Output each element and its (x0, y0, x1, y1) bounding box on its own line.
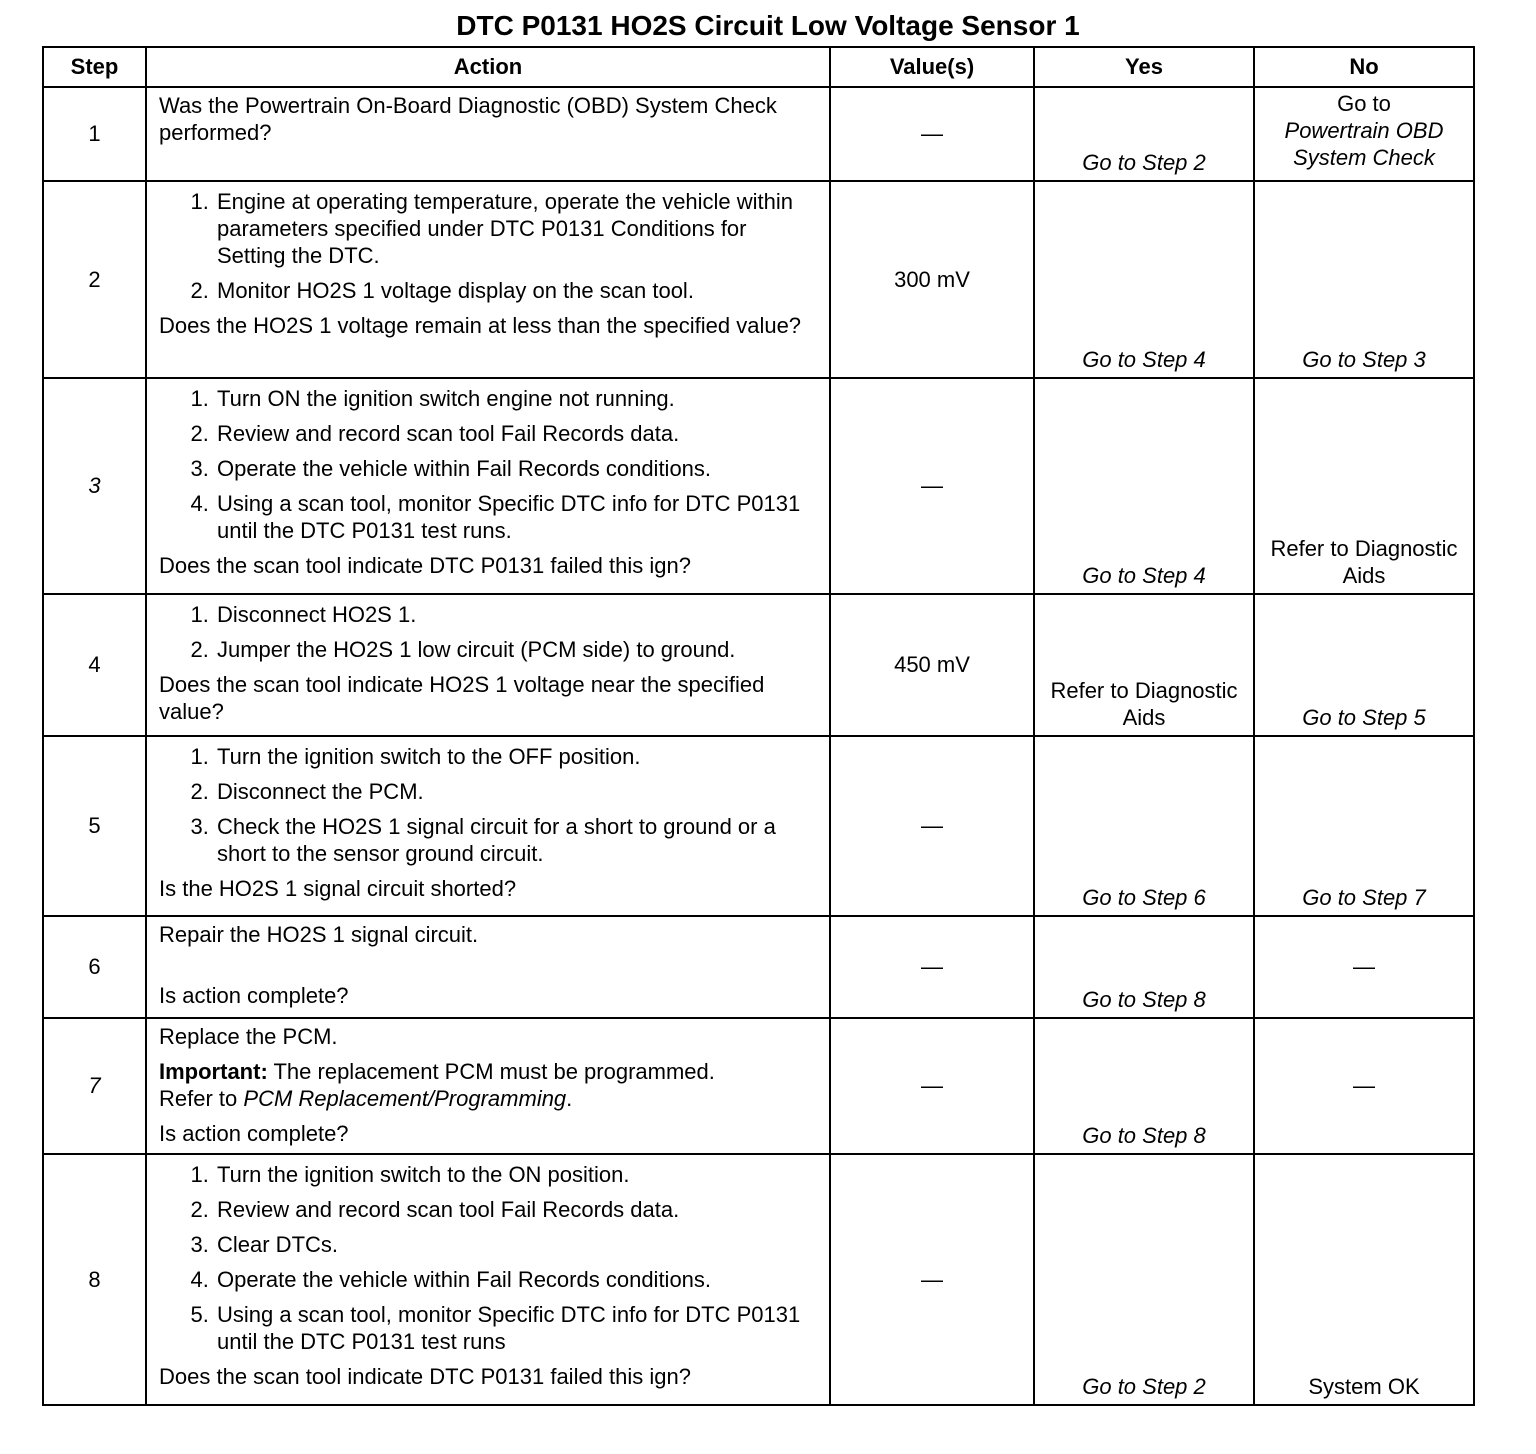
table-row (43, 736, 1474, 916)
yes-link[interactable]: Go to Step 2 (1034, 1154, 1254, 1405)
action-item: 3. Operate the vehicle within Fail Records conditions. (215, 455, 819, 482)
no-cell: System OK (1254, 1154, 1474, 1405)
no-text: Go to (1337, 91, 1391, 116)
refer-prefix: Refer to (159, 1086, 238, 1111)
step-number: 5 (43, 736, 146, 916)
question-text: Does the scan tool indicate DTC P0131 failed this ign? (159, 553, 691, 578)
important-note (159, 1058, 819, 1112)
action-cell (146, 736, 830, 916)
yes-link[interactable]: Refer to Diagnostic Aids (1034, 594, 1254, 736)
pcm-replacement-link[interactable]: PCM Replacement/Programming (243, 1086, 567, 1111)
table-row (43, 1154, 1474, 1405)
header-row (43, 47, 1474, 87)
question-text: Does the scan tool indicate DTC P0131 failed this ign? (159, 1364, 691, 1389)
table-row (43, 1018, 1474, 1154)
action-item: 4. Operate the vehicle within Fail Records conditions. (215, 1266, 819, 1293)
action-cell (146, 87, 830, 181)
yes-link[interactable]: Go to Step 4 (1034, 181, 1254, 378)
action-cell (146, 1154, 830, 1405)
action-cell (146, 378, 830, 594)
no-link[interactable]: Powertrain OBD System Check (1284, 118, 1444, 170)
diagnostic-table (42, 46, 1475, 1406)
yes-link[interactable]: Go to Step 8 (1034, 916, 1254, 1018)
header-no: No (1254, 47, 1474, 87)
no-link[interactable]: Go to Step 5 (1254, 594, 1474, 736)
value-cell: — (830, 378, 1034, 594)
value-cell: — (830, 916, 1034, 1018)
yes-link[interactable]: Go to Step 8 (1034, 1018, 1254, 1154)
action-item: 1. Turn the ignition switch to the OFF position. (215, 743, 819, 770)
question-text: Is action complete? (159, 1121, 349, 1146)
step-number: 4 (43, 594, 146, 736)
action-item: 2. Review and record scan tool Fail Records data. (215, 1196, 819, 1223)
refer-suffix: . (566, 1086, 573, 1111)
action-item: 2. Review and record scan tool Fail Records data. (215, 420, 819, 447)
step-number: 7 (43, 1018, 146, 1154)
action-item: 5. Using a scan tool, monitor Specific DTC info for DTC P0131 until the DTC P0131 test runs (215, 1301, 819, 1355)
action-item: 3. Check the HO2S 1 signal circuit for a short to ground or a short to the sensor ground circuit. (215, 813, 819, 867)
value-cell: — (830, 1018, 1034, 1154)
question-text: Is action complete? (159, 983, 349, 1008)
action-item: 1. Disconnect HO2S 1. (215, 601, 819, 628)
yes-link[interactable]: Go to Step 2 (1034, 87, 1254, 181)
question-text: Does the HO2S 1 voltage remain at less than the specified value? (159, 313, 802, 338)
yes-link[interactable]: Go to Step 4 (1034, 378, 1254, 594)
no-cell: — (1254, 1018, 1474, 1154)
no-link[interactable]: Go to Step 3 (1254, 181, 1474, 378)
action-item: 4. Using a scan tool, monitor Specific DTC info for DTC P0131 until the DTC P0131 test runs. (215, 490, 819, 544)
action-text: Replace the PCM. (159, 1024, 338, 1049)
table-row (43, 87, 1474, 181)
action-item: 1. Engine at operating temperature, operate the vehicle within parameters specified under DTC P0131 Conditions for Setting the DTC. (215, 188, 819, 269)
step-number: 8 (43, 1154, 146, 1405)
action-item: 2. Jumper the HO2S 1 low circuit (PCM side) to ground. (215, 636, 819, 663)
no-cell: — (1254, 916, 1474, 1018)
header-values: Value(s) (830, 47, 1034, 87)
important-text: The replacement PCM must be programmed. (273, 1059, 715, 1084)
page-title: DTC P0131 HO2S Circuit Low Voltage Sensor 1 (456, 10, 1080, 41)
question-text: Is the HO2S 1 signal circuit shorted? (159, 876, 517, 901)
action-cell (146, 181, 830, 378)
table-row (43, 916, 1474, 1018)
header-yes: Yes (1034, 47, 1254, 87)
step-number: 1 (43, 87, 146, 181)
question-text: Does the scan tool indicate HO2S 1 voltage near the specified value? (159, 672, 765, 724)
no-link[interactable]: Go to Step 7 (1254, 736, 1474, 916)
value-cell: 300 mV (830, 181, 1034, 378)
no-cell (1254, 87, 1474, 181)
value-cell: 450 mV (830, 594, 1034, 736)
value-cell: — (830, 1154, 1034, 1405)
table-row (43, 594, 1474, 736)
step-number: 2 (43, 181, 146, 378)
header-action: Action (146, 47, 830, 87)
no-link[interactable]: Refer to Diagnostic Aids (1254, 378, 1474, 594)
table-row (43, 378, 1474, 594)
important-label: Important: (159, 1059, 268, 1084)
step-number: 3 (43, 378, 146, 594)
action-item: 2. Monitor HO2S 1 voltage display on the scan tool. (215, 277, 819, 304)
action-text: Repair the HO2S 1 signal circuit. (159, 922, 479, 947)
question-text: Was the Powertrain On-Board Diagnostic (OBD) System Check performed? (159, 93, 777, 145)
action-item: 3. Clear DTCs. (215, 1231, 819, 1258)
value-cell: — (830, 736, 1034, 916)
value-cell: — (830, 87, 1034, 181)
action-cell (146, 594, 830, 736)
action-item: 1. Turn the ignition switch to the ON position. (215, 1161, 819, 1188)
step-number: 6 (43, 916, 146, 1018)
action-item: 1. Turn ON the ignition switch engine not running. (215, 385, 819, 412)
action-item: 2. Disconnect the PCM. (215, 778, 819, 805)
action-cell (146, 916, 830, 1018)
action-cell (146, 1018, 830, 1154)
yes-link[interactable]: Go to Step 6 (1034, 736, 1254, 916)
table-row (43, 181, 1474, 378)
header-step: Step (43, 47, 146, 87)
